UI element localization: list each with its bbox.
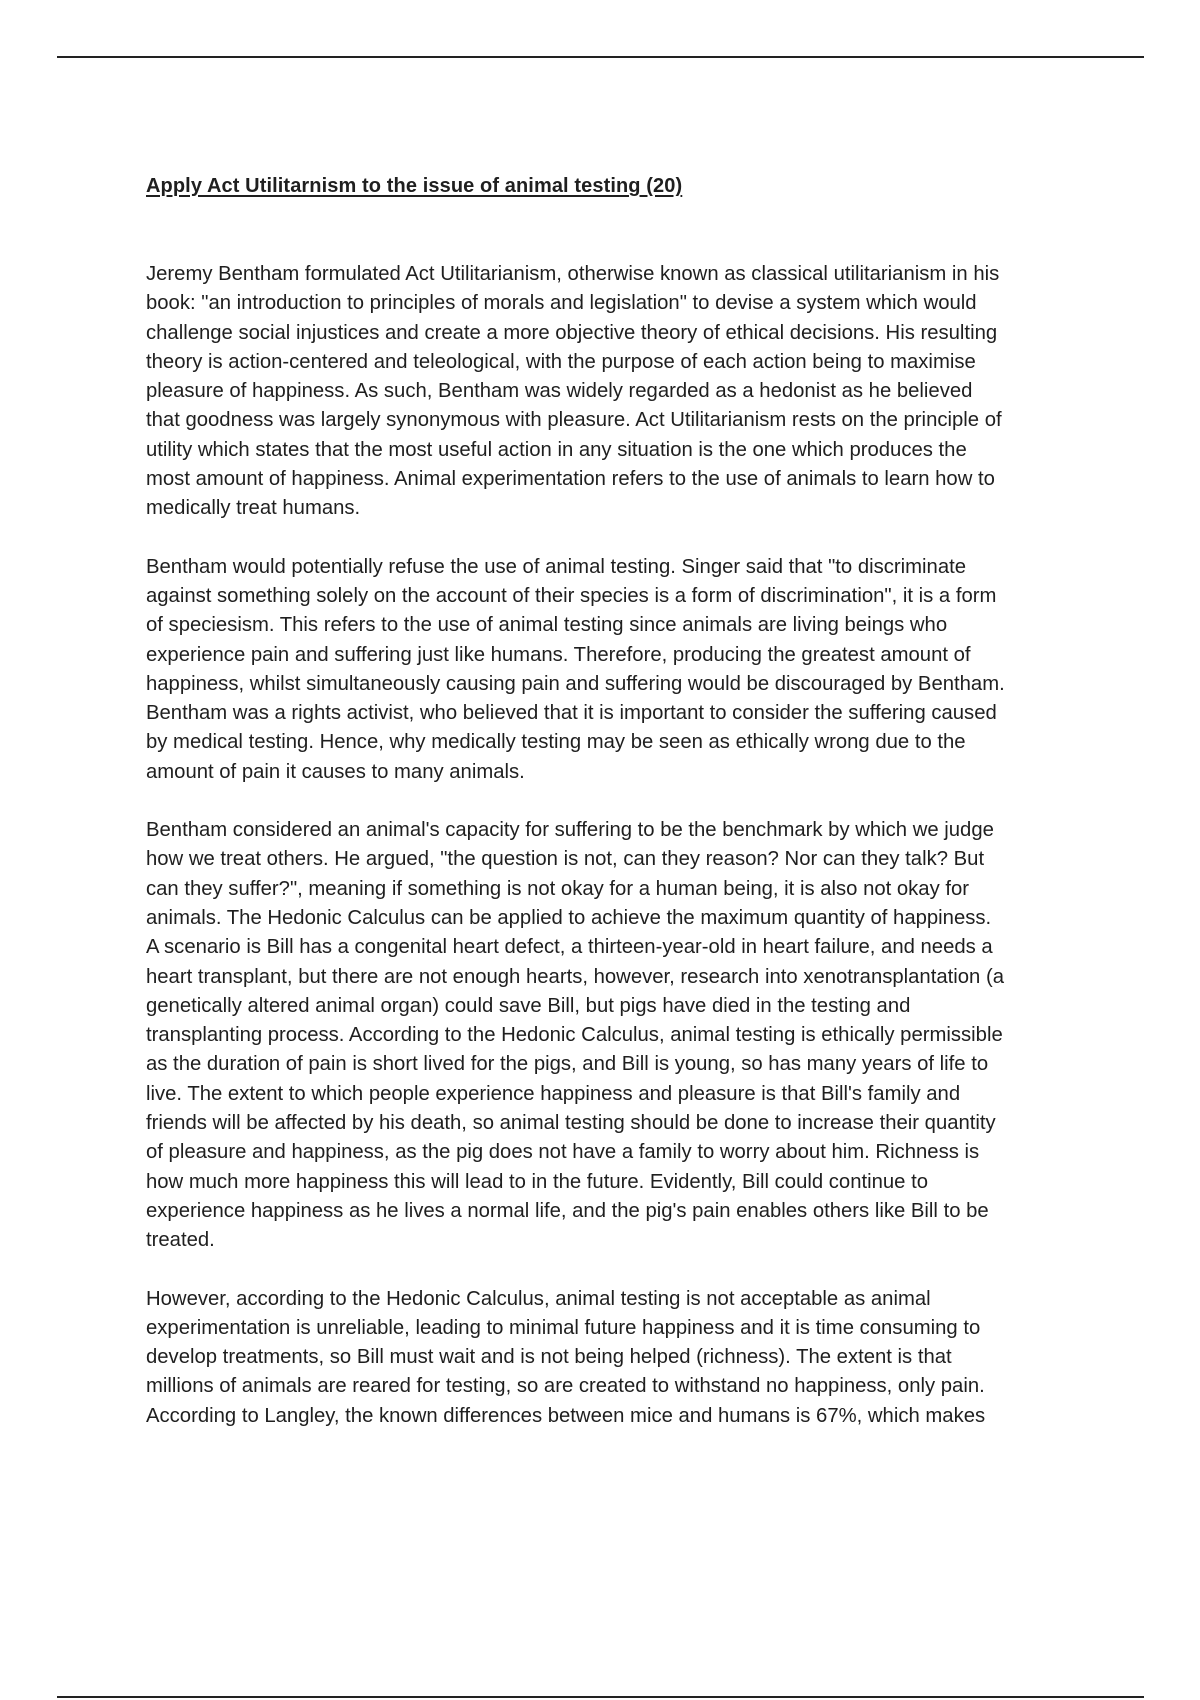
paragraph-3	[146, 816, 1091, 1255]
text-line: animals. The Hedonic Calculus can be applied to achieve the maximum quantity of happiness.	[146, 906, 992, 929]
text-line: happiness, whilst simultaneously causing pain and suffering would be discouraged by Bentham.	[146, 672, 1005, 695]
text-line: book: "an introduction to principles of morals and legislation" to devise a system which would	[146, 292, 977, 315]
paragraph-1	[146, 260, 1091, 524]
text-line: Bentham would potentially refuse the use of animal testing. Singer said that "to discriminate	[146, 555, 967, 578]
text-line: utility which states that the most useful action in any situation is the one which produces the	[146, 438, 967, 461]
text-line: as the duration of pain is short lived for the pigs, and Bill is young, so has many years of life to	[146, 1053, 989, 1076]
bottom-rule	[57, 1696, 1144, 1698]
text-line: most amount of happiness. Animal experimentation refers to the use of animals to learn how to	[146, 468, 995, 491]
text-line: Bentham considered an animal's capacity for suffering to be the benchmark by which we judge	[146, 819, 994, 842]
text-line: Bentham was a rights activist, who believed that it is important to consider the suffering caused	[146, 702, 997, 725]
text-line: by medical testing. Hence, why medically testing may be seen as ethically wrong due to the	[146, 731, 966, 754]
text-line: pleasure of happiness. As such, Bentham was widely regarded as a hedonist as he believed	[146, 380, 973, 403]
text-line: experience pain and suffering just like humans. Therefore, producing the greatest amount of	[146, 643, 971, 666]
text-line: treated.	[146, 1229, 215, 1252]
paragraph-4	[146, 1285, 1091, 1431]
text-line: develop treatments, so Bill must wait and is not being helped (richness). The extent is that	[146, 1346, 952, 1369]
text-line: how we treat others. He argued, "the question is not, can they reason? Nor can they talk? But	[146, 848, 985, 871]
text-line: amount of pain it causes to many animals.	[146, 760, 525, 783]
text-line: live. The extent to which people experience happiness and pleasure is that Bill's family and	[146, 1082, 961, 1105]
text-line: Jeremy Bentham formulated Act Utilitarianism, otherwise known as classical utilitarianism in his	[146, 263, 1000, 285]
text-line: theory is action-centered and teleological, with the purpose of each action being to maximise	[146, 350, 976, 373]
text-line: can they suffer?", meaning if something is not okay for a human being, it is also not okay for	[146, 877, 970, 900]
text-line: heart transplant, but there are not enough hearts, however, research into xenotransplantation (a	[146, 965, 1004, 988]
document-body	[146, 173, 1091, 1431]
text-line: experimentation is unreliable, leading to minimal future happiness and it is time consuming to	[146, 1316, 981, 1339]
text-line: medically treat humans.	[146, 497, 361, 520]
essay-title: Apply Act Utilitarnism to the issue of animal testing (20)	[146, 175, 683, 197]
paragraph-2	[146, 553, 1091, 787]
text-line: A scenario is Bill has a congenital heart defect, a thirteen-year-old in heart failure, and needs a	[146, 936, 993, 959]
text-line: of speciesism. This refers to the use of animal testing since animals are living beings who	[146, 614, 948, 637]
text-line: against something solely on the account of their species is a form of discrimination", it is a form	[146, 584, 997, 607]
text-line: friends will be affected by his death, so animal testing should be done to increase their quantity	[146, 1112, 996, 1135]
text-line: According to Langley, the known differences between mice and humans is 67%, which makes	[146, 1404, 986, 1427]
text-line: millions of animals are reared for testing, so are created to withstand no happiness, only pain.	[146, 1375, 985, 1398]
text-line: transplanting process. According to the Hedonic Calculus, animal testing is ethically permissible	[146, 1024, 1003, 1047]
top-rule	[57, 56, 1144, 58]
text-line: However, according to the Hedonic Calculus, animal testing is not acceptable as animal	[146, 1287, 931, 1310]
text-line: how much more happiness this will lead to in the future. Evidently, Bill could continue to	[146, 1170, 928, 1193]
text-line: experience happiness as he lives a normal life, and the pig's pain enables others like Bill to be	[146, 1199, 989, 1222]
text-line: that goodness was largely synonymous with pleasure. Act Utilitarianism rests on the principle of	[146, 409, 1002, 432]
text-line: of pleasure and happiness, as the pig does not have a family to worry about him. Richness is	[146, 1141, 980, 1164]
text-line: challenge social injustices and create a more objective theory of ethical decisions. His resulting	[146, 321, 998, 344]
text-line: genetically altered animal organ) could save Bill, but pigs have died in the testing and	[146, 994, 911, 1017]
